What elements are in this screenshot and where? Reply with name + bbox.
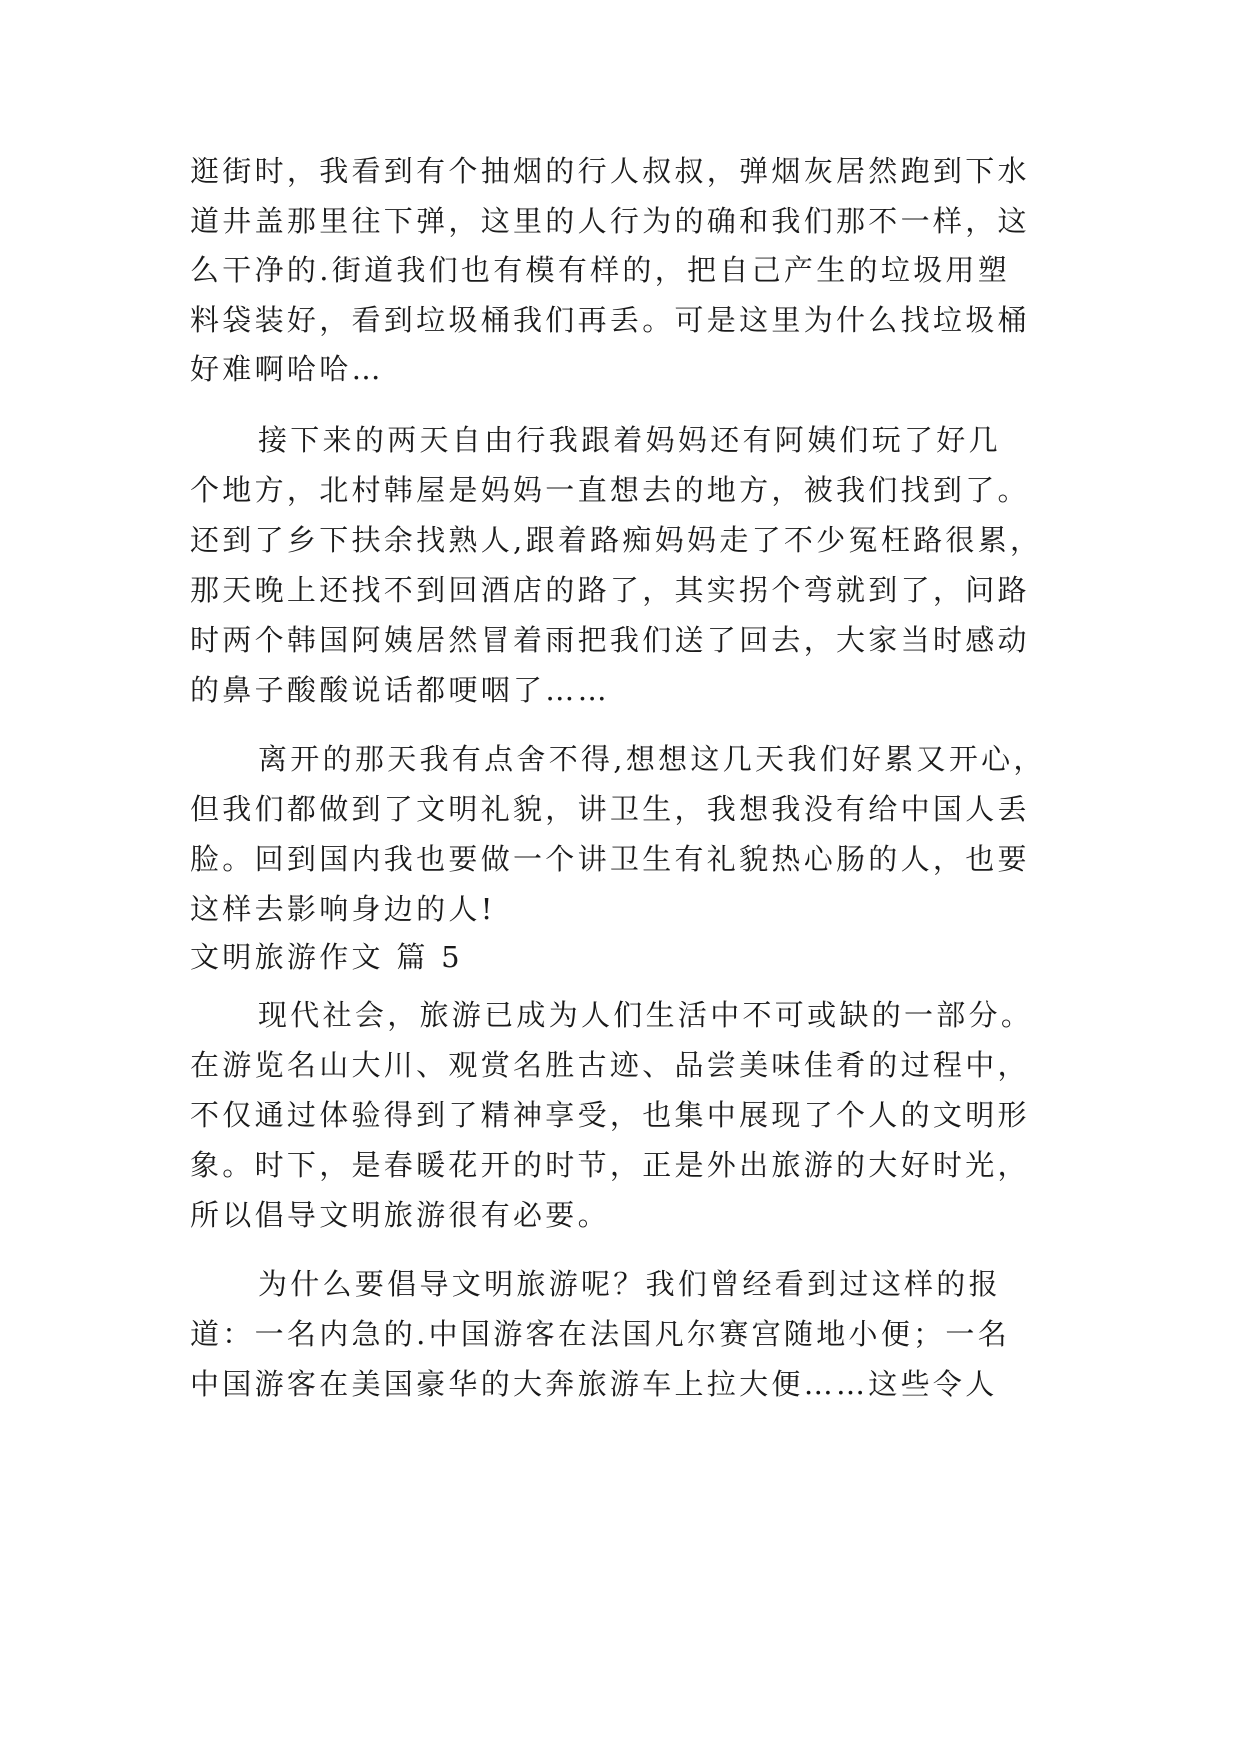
text-line: 在游览名山大川、观赏名胜古迹、品尝美味佳肴的过程中， (190, 1048, 1030, 1082)
text-line: 接下来的两天自由行我跟着妈妈还有阿姨们玩了好几 (258, 423, 1001, 457)
text-line: 中国游客在美国豪华的大奔旅游车上拉大便……这些令人 (190, 1367, 998, 1401)
text-line: 这样去影响身边的人! (190, 892, 496, 926)
text-line: 但我们都做到了文明礼貌，讲卫生，我想我没有给中国人丢 (190, 792, 1030, 826)
text-line: 现代社会，旅游已成为人们生活中不可或缺的一部分。 (258, 998, 1034, 1032)
text-line: 道井盖那里往下弹，这里的人行为的确和我们那不一样，这 (190, 204, 1030, 238)
section-title: 文明旅游作文 篇 5 (190, 940, 463, 974)
text-line: 为什么要倡导文明旅游呢？我们曾经看到过这样的报 (258, 1267, 1001, 1301)
text-line: 的鼻子酸酸说话都哽咽了…… (190, 673, 610, 707)
text-line: 所以倡导文明旅游很有必要。 (190, 1198, 610, 1232)
text-line: 象。时下，是春暖花开的时节，正是外出旅游的大好时光， (190, 1148, 1030, 1182)
text-line: 还到了乡下扶余找熟人,跟着路痴妈妈走了不少冤枉路很累， (190, 523, 1043, 557)
text-line: 不仅通过体验得到了精神享受，也集中展现了个人的文明形 (190, 1098, 1030, 1132)
text-line: 好难啊哈哈… (190, 352, 384, 386)
text-line: 么干净的.街道我们也有模有样的，把自己产生的垃圾用塑 (190, 253, 1011, 287)
text-line: 个地方，北村韩屋是妈妈一直想去的地方，被我们找到了。 (190, 473, 1030, 507)
text-line: 脸。回到国内我也要做一个讲卫生有礼貌热心肠的人，也要 (190, 842, 1030, 876)
text-line: 道：一名内急的.中国游客在法国凡尔赛宫随地小便；一名 (190, 1317, 1011, 1351)
text-line: 离开的那天我有点舍不得,想想这几天我们好累又开心， (258, 742, 1046, 776)
text-line: 那天晚上还找不到回酒店的路了，其实拐个弯就到了，问路 (190, 573, 1030, 607)
text-line: 料袋装好，看到垃圾桶我们再丢。可是这里为什么找垃圾桶 (190, 303, 1030, 337)
text-line: 逛街时，我看到有个抽烟的行人叔叔，弹烟灰居然跑到下水 (190, 154, 1030, 188)
text-line: 时两个韩国阿姨居然冒着雨把我们送了回去，大家当时感动 (190, 623, 1030, 657)
